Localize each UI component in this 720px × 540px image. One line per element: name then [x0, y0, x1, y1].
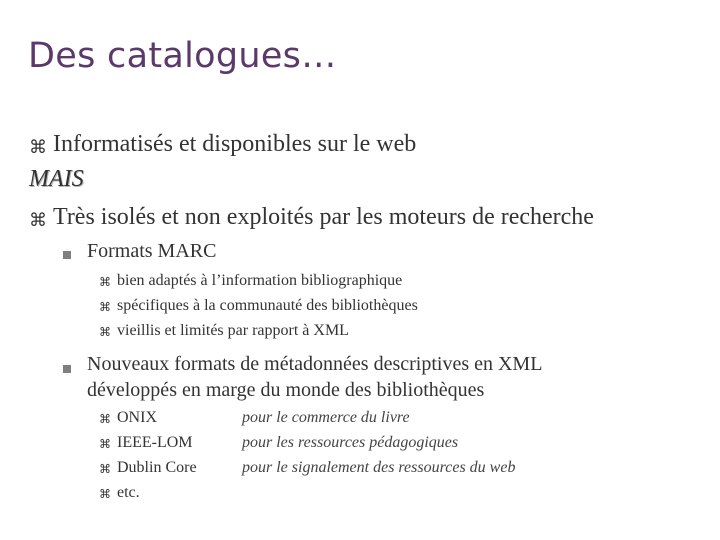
point-1-text: Informatisés et disponibles sur le web [53, 131, 417, 157]
command-bullet-icon: ⌘ [99, 275, 111, 289]
format-name-etc: etc. [117, 484, 140, 501]
command-bullet-icon: ⌘ [99, 412, 111, 426]
command-bullet-icon: ⌘ [99, 437, 111, 451]
marc-item-1: bien adaptés à l’information bibliographique [117, 272, 403, 289]
mais-label: MAIS [29, 166, 84, 192]
command-bullet-icon: ⌘ [99, 300, 111, 314]
xml-label-line-1: Nouveaux formats de métadonnées descriptives en XML [87, 353, 543, 375]
point-2-text: Très isolés et non exploités par les moteurs de recherche [53, 204, 594, 230]
format-desc-dublin-core: pour le signalement des ressources du web [242, 459, 516, 476]
square-bullet-icon [63, 251, 71, 259]
format-desc-onix: pour le commerce du livre [242, 409, 410, 426]
format-name-onix: ONIX [117, 409, 157, 426]
command-bullet-icon: ⌘ [99, 462, 111, 476]
command-bullet-icon: ⌘ [99, 487, 111, 501]
command-bullet-icon: ⌘ [99, 325, 111, 339]
format-name-ieee-lom: IEEE-LOM [117, 434, 193, 451]
command-bullet-icon: ⌘ [29, 210, 47, 231]
slide-title: Des catalogues… [28, 36, 337, 76]
xml-label-line-2: développés en marge du monde des bibliothèques [87, 379, 485, 401]
marc-item-2: spécifiques à la communauté des bibliothèques [117, 297, 418, 314]
marc-label: Formats MARC [87, 240, 217, 262]
square-bullet-icon [63, 365, 71, 373]
format-desc-ieee-lom: pour les ressources pédagogiques [242, 434, 459, 451]
format-name-dublin-core: Dublin Core [117, 459, 197, 476]
marc-item-3: vieillis et limités par rapport à XML [117, 322, 349, 339]
command-bullet-icon: ⌘ [29, 137, 47, 158]
